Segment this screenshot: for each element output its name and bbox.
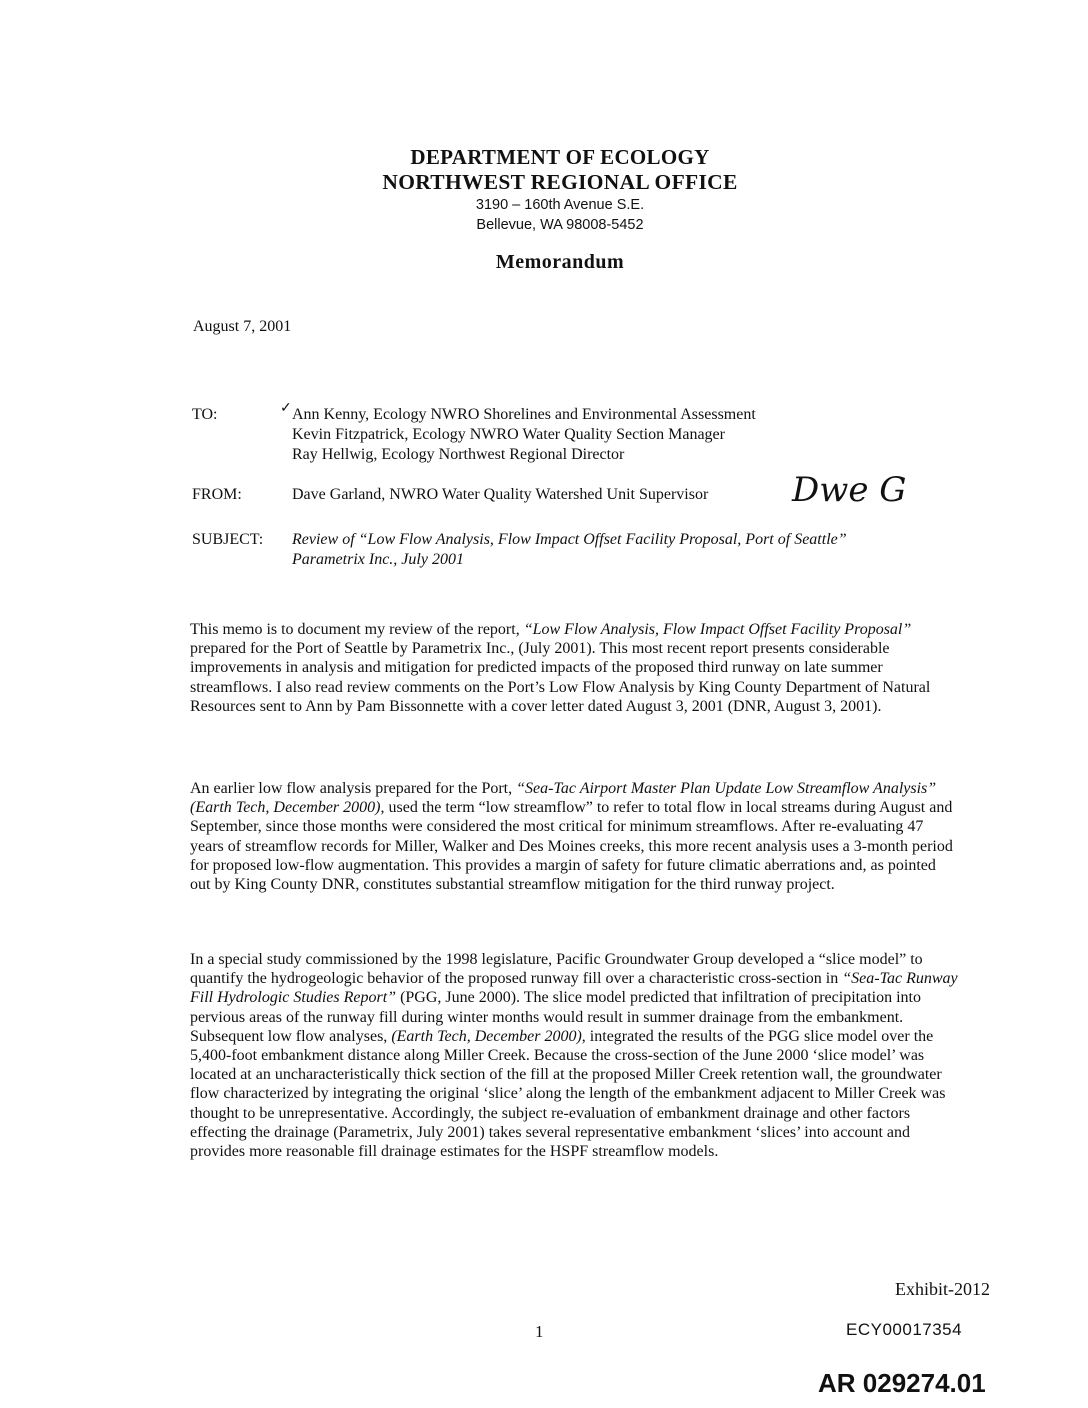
- exhibit-label: Exhibit-2012: [895, 1279, 990, 1299]
- office-name: NORTHWEST REGIONAL OFFICE: [382, 170, 738, 194]
- citation: (Earth Tech, December 2000): [391, 1027, 582, 1045]
- paragraph-text: An earlier low flow analysis prepared for the Port,: [190, 780, 517, 797]
- recipient-list: [280, 401, 756, 465]
- report-title: “Sea-Tac Airport Master Plan Update Low Streamflow Analysis” (Earth Tech, December 2000): [190, 780, 937, 817]
- subject-line: Review of “Low Flow Analysis, Flow Impact Offset Facility Proposal, Port of Seattle”: [292, 531, 847, 548]
- letterhead: [360, 145, 760, 274]
- paragraph-text: , used the term “low streamflow” to refer to total flow in local streams during August and September, since those months were considered the most critical for minimum streamflows. After re-evaluating 47 years of streamflow records for Miller, Walker and Des Moines creeks, this more recent analysis uses a 3-month period for proposed low-flow augmentation. This provides a margin of safety for future climatic aberrations and, as pointed out by King County DNR, constitutes substantial streamflow mitigation for the third runway project.: [190, 799, 953, 894]
- handwritten-signature: Dwe G: [792, 470, 907, 510]
- ar-number: AR 029274.01: [818, 1368, 986, 1398]
- body-paragraph: [190, 620, 960, 716]
- paragraph-text: prepared for the Port of Seattle by Parametrix Inc., (July 2001). This most recent report presents considerable improvements in analysis and mitigation for predicted impacts of the proposed third runway on late summer streamflows. I also read review comments on the Port’s Low Flow Analysis by King County Department of Natural Resources sent to Ann by Pam Bissonnette with a cover letter dated August 3, 2001 (DNR, August 3, 2001).: [190, 640, 931, 715]
- org-name: DEPARTMENT OF ECOLOGY: [410, 145, 710, 169]
- address-street: 3190 – 160th Avenue S.E.: [475, 197, 645, 213]
- subject-label: SUBJECT:: [192, 531, 264, 548]
- from-label: FROM:: [192, 486, 242, 503]
- report-title: “Sea-Tac Runway Fill Hydrologic Studies Report”: [190, 970, 958, 1007]
- paragraph-text: (PGG, June 2000). The slice model predicted that infiltration of precipitation into pervious areas of the runway fill during winter months would result in summer drainage from the embankment. Subsequent low flow analyses,: [190, 989, 921, 1045]
- address-city: Bellevue, WA 98008-5452: [476, 217, 644, 233]
- sender: Dave Garland, NWRO Water Quality Watershed Unit Supervisor: [292, 486, 709, 503]
- memo-date: August 7, 2001: [193, 318, 292, 335]
- subject-line: Parametrix Inc., July 2001: [292, 551, 464, 568]
- recipient: Ann Kenny, Ecology NWRO Shorelines and Environmental Assessment: [292, 406, 756, 423]
- report-title: “Low Flow Analysis, Flow Impact Offset Facility Proposal”: [523, 621, 912, 638]
- paragraph-text: , integrated the results of the PGG slice model over the 5,400-foot embankment distance along Miller Creek. Because the cross-section of the June 2000 ‘slice model’ was located at an uncharacteristically thick section of the fill at the proposed Miller Creek retention wall, the groundwater flow characterized by integrating the original ‘slice’ along the length of the embankment adjacent to Miller Creek was thought to be unrepresentative. Accordingly, the subject re-evaluation of embankment drainage and other factors effecting the drainage (Parametrix, July 2001) takes several representative embankment ‘slices’ into account and provides more reasonable fill drainage estimates for the HSPF streamflow models.: [190, 1027, 946, 1161]
- recipient: Kevin Fitzpatrick, Ecology NWRO Water Quality Section Manager: [292, 426, 725, 443]
- paragraph-text: This memo is to document my review of the report,: [190, 621, 524, 638]
- document-type: Memorandum: [495, 251, 625, 273]
- page-number: 1: [535, 1322, 544, 1341]
- recipient: Ray Hellwig, Ecology Northwest Regional Director: [292, 446, 625, 463]
- bates-number: ECY00017354: [846, 1320, 963, 1339]
- body-paragraph: [190, 779, 960, 894]
- paragraph-text: In a special study commissioned by the 1998 legislature, Pacific Groundwater Group developed a “slice model” to quantify the hydrogeologic behavior of the proposed runway fill over a characteristic cross-section in: [190, 951, 923, 988]
- to-label: TO:: [192, 406, 218, 423]
- check-mark-icon: ✓: [280, 401, 292, 416]
- body-paragraph: [190, 950, 960, 1161]
